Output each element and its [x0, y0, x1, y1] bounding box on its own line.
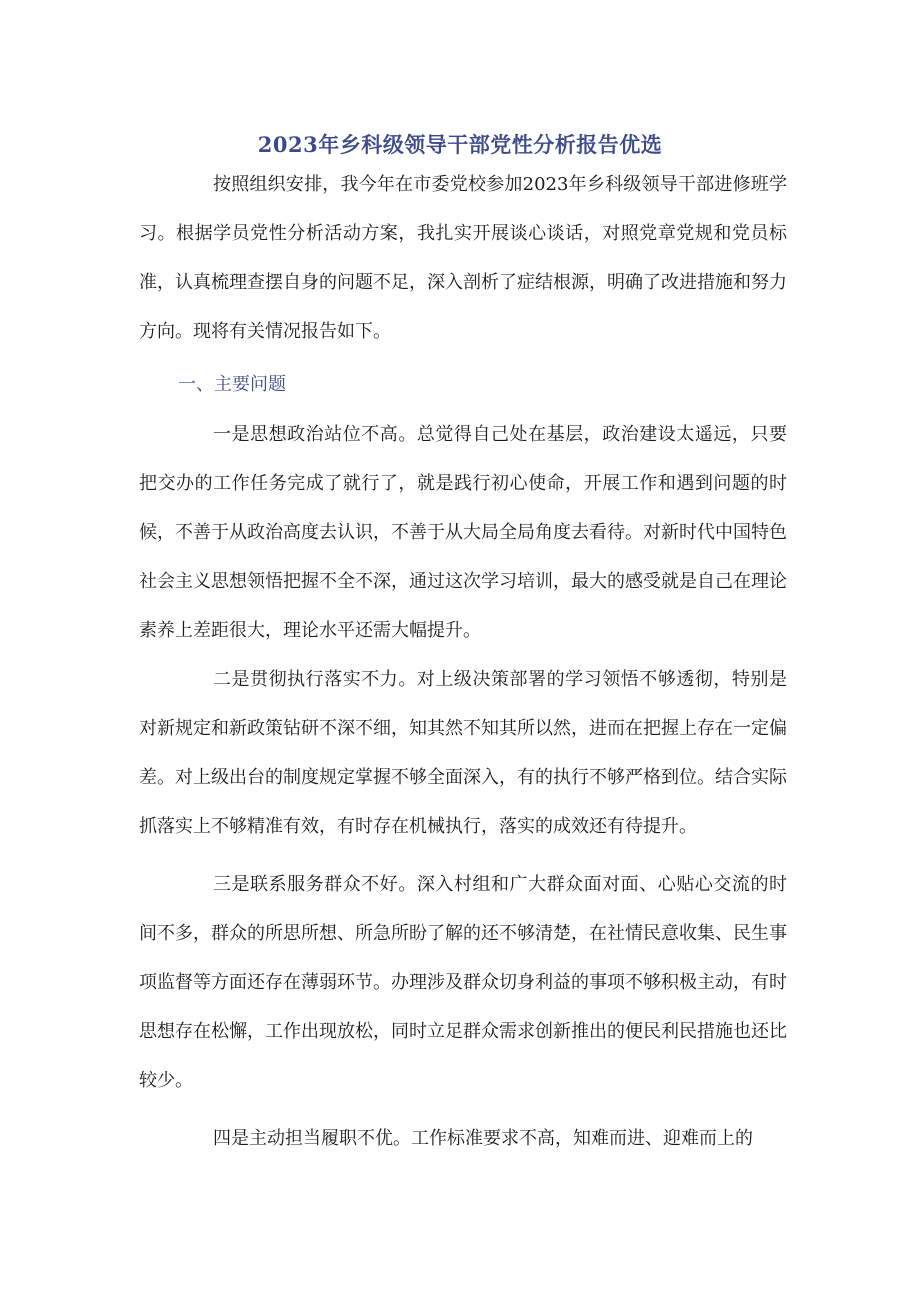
intro-paragraph: 按照组织安排，我今年在市委党校参加2023年乡科级领导干部进修班学习。根据学员党性分析活动方案，我扎实开展谈心谈话，对照党章党规和党员标准，认真梳理查摆自身的问题不足，深入剖析了症结根源，明确了改进措施和努力方向。现将有关情况报告如下。 [139, 174, 787, 342]
paragraph-problem-2: 二是贯彻执行落实不力。对上级决策部署的学习领悟不够透彻，特别是对新规定和新政策钻研不深不细，知其然不知其所以然，进而在把握上存在一定偏差。对上级出台的制度规定掌握不够全面深入，有的执行不够严格到位。结合实际抓落实上不够精准有效，有时存在机械执行，落实的成效还有待提升。 [139, 669, 787, 837]
paragraph-problem-3: 三是联系服务群众不好。深入村组和广大群众面对面、心贴心交流的时间不多，群众的所思所想、所急所盼了解的还不够清楚，在社情民意收集、民生事项监督等方面还存在薄弱环节。办理涉及群众切身利益的事项不够积极主动，有时思想存在松懈，工作出现放松，同时立足群众需求创新推出的便民利民措施也还比较少。 [139, 874, 787, 1091]
section-heading: 一、主要问题 [178, 374, 286, 395]
paragraph-problem-1: 一是思想政治站位不高。总觉得自己处在基层，政治建设太遥远，只要把交办的工作任务完成了就行了，就是践行初心使命，开展工作和遇到问题的时候，不善于从政治高度去认识，不善于从大局全局角度去看待。对新时代中国特色社会主义思想领悟把握不全不深，通过这次学习培训，最大的感受就是自己在理论素养上差距很大，理论水平还需大幅提升。 [139, 424, 787, 641]
document-title: 2023年乡科级领导干部党性分析报告优选 [257, 132, 663, 158]
paragraph-problem-4: 四是主动担当履职不优。工作标准要求不高，知难而进、迎难而上的 [213, 1128, 753, 1149]
